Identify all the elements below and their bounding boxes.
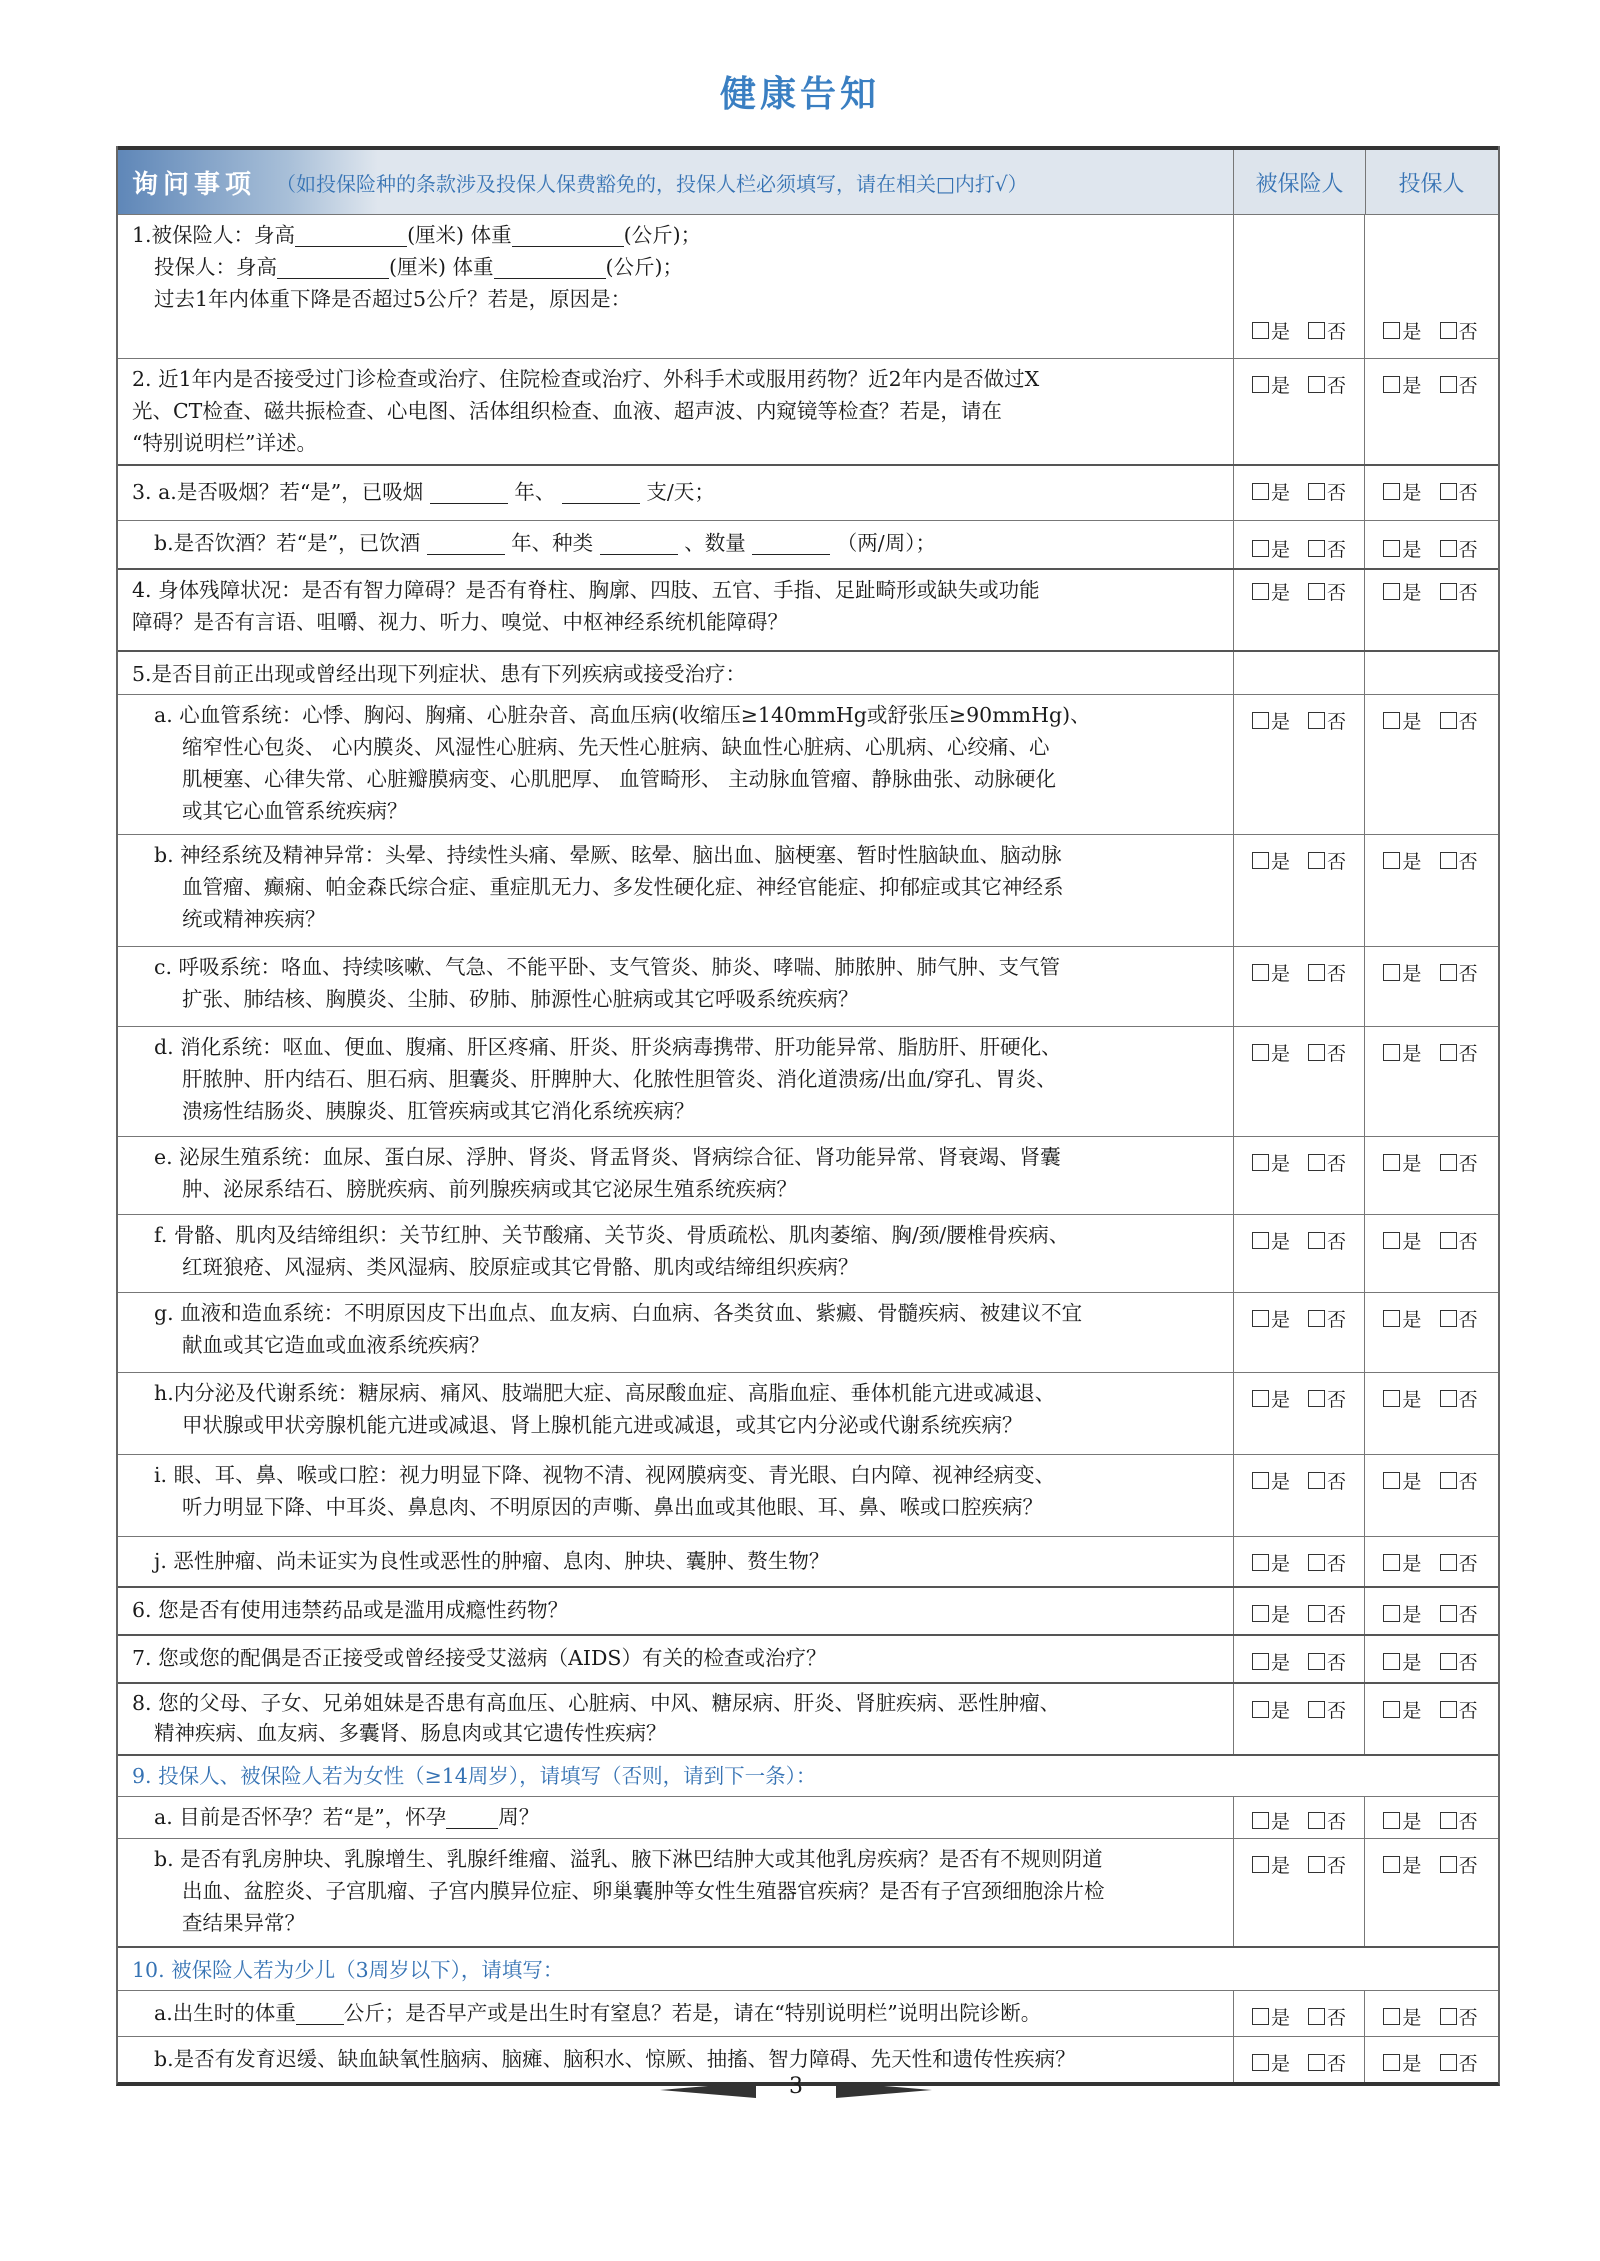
table-header: [118, 146, 1498, 214]
question-10a: a.出生时的体重 公斤；是否早产或是出生时有窒息？若是，请在“特别说明栏”说明出院诊断。 是 否 是 否: [118, 1990, 1498, 2036]
insured-height-field[interactable]: [295, 226, 407, 247]
question-5g: g. 血液和造血系统：不明原因皮下出血点、血友病、白血病、各类贫血、紫癜、骨髓疾病、被建议不宜 献血或其它造血或血液系统疾病？ 是 否 是 否: [118, 1292, 1498, 1372]
header-note: （如投保险种的条款涉及投保人保费豁免的，投保人栏必须填写，请在相关□内打√）: [276, 171, 1028, 196]
yes-checkbox[interactable]: 是: [1252, 1149, 1290, 1176]
no-checkbox[interactable]: 否: [1308, 1807, 1346, 1834]
yes-checkbox[interactable]: 是: [1383, 1149, 1421, 1176]
yes-checkbox[interactable]: 是: [1383, 1600, 1421, 1627]
left-arrow-icon: [660, 2082, 756, 2098]
question-5: 5.是否目前正出现或曾经出现下列症状、患有下列疾病或接受治疗：: [118, 650, 1498, 694]
no-checkbox[interactable]: 否: [1440, 371, 1478, 398]
question-5b: b. 神经系统及精神异常：头晕、持续性头痛、晕厥、眩晕、脑出血、脑梗塞、暂时性脑缺血、脑动脉 血管瘤、癫痫、帕金森氏综合症、重症肌无力、多发性硬化症、神经官能症、抑郁症或其它神经系 统或精神疾病？ 是 否 是 否: [118, 834, 1498, 946]
yes-checkbox[interactable]: 是: [1383, 1807, 1421, 1834]
question-5d: d. 消化系统：呕血、便血、腹痛、肝区疼痛、肝炎、肝炎病毒携带、肝功能异常、脂肪肝、肝硬化、 肝脓肿、肝内结石、胆石病、胆囊炎、肝脾肿大、化脓性胆管炎、消化道溃疡/出血/穿孔、胃炎、 溃疡性结肠炎、胰腺炎、肛管疾病或其它消化系统疾病？ 是 否 是 否: [118, 1026, 1498, 1136]
no-checkbox[interactable]: 否: [1440, 2003, 1478, 2030]
no-checkbox[interactable]: 否: [1308, 2049, 1346, 2076]
birth-weight-field[interactable]: [296, 2004, 344, 2025]
question-7: 7. 您或您的配偶是否正接受或曾经接受艾滋病（AIDS）有关的检查或治疗？ 是 否 是 否: [118, 1634, 1498, 1682]
yes-checkbox[interactable]: 是: [1383, 578, 1421, 605]
no-checkbox[interactable]: 否: [1440, 1227, 1478, 1254]
pregnancy-weeks-field[interactable]: [446, 1808, 498, 1829]
health-declaration-table: [116, 146, 1500, 2086]
yes-checkbox[interactable]: 是: [1252, 1696, 1290, 1723]
yes-checkbox[interactable]: 是: [1383, 1851, 1421, 1878]
yes-checkbox[interactable]: 是: [1252, 1385, 1290, 1412]
yes-checkbox[interactable]: 是: [1383, 1039, 1421, 1066]
yes-checkbox[interactable]: 是: [1383, 1648, 1421, 1675]
no-checkbox[interactable]: 否: [1308, 707, 1346, 734]
question-9b: b. 是否有乳房肿块、乳腺增生、乳腺纤维瘤、溢乳、腋下淋巴结肿大或其他乳房疾病？是否有不规则阴道 出血、盆腔炎、子宫肌瘤、子宫内膜异位症、卵巢囊肿等女性生殖器官疾病？是否有子宫颈细胞涂片检 查结果异常？ 是 否 是 否: [118, 1838, 1498, 1946]
yes-checkbox[interactable]: 是: [1383, 478, 1421, 505]
yes-checkbox[interactable]: 是: [1383, 847, 1421, 874]
drinking-type-field[interactable]: [600, 534, 678, 555]
no-checkbox[interactable]: 否: [1440, 478, 1478, 505]
yes-checkbox[interactable]: 是: [1383, 371, 1421, 398]
right-arrow-icon: [836, 2082, 932, 2098]
yes-checkbox[interactable]: 是: [1252, 1648, 1290, 1675]
page-number: 3: [789, 2074, 803, 2099]
no-checkbox[interactable]: 否: [1308, 847, 1346, 874]
question-2: 2. 近1年内是否接受过门诊检查或治疗、住院检查或治疗、外科手术或服用药物？近2年内是否做过X 光、CT检查、磁共振检查、心电图、活体组织检查、血液、超声波、内窥镜等检查？若是，请在 “特别说明栏”详述。 是 否 是 否: [118, 358, 1498, 464]
yes-checkbox[interactable]: 是: [1252, 535, 1290, 562]
yes-checkbox[interactable]: 是: [1252, 1305, 1290, 1332]
yes-checkbox[interactable]: 是: [1252, 1467, 1290, 1494]
no-checkbox[interactable]: 否: [1440, 707, 1478, 734]
yes-checkbox[interactable]: 是: [1383, 707, 1421, 734]
question-5i: i. 眼、耳、鼻、喉或口腔：视力明显下降、视物不清、视网膜病变、青光眼、白内障、视神经病变、 听力明显下降、中耳炎、鼻息肉、不明原因的声嘶、鼻出血或其他眼、耳、鼻、喉或口腔疾病？ 是 否 是 否: [118, 1454, 1498, 1536]
no-checkbox[interactable]: 否: [1308, 1851, 1346, 1878]
no-checkbox[interactable]: 否: [1440, 1149, 1478, 1176]
no-checkbox[interactable]: 否: [1308, 317, 1346, 344]
yes-checkbox[interactable]: 是: [1252, 707, 1290, 734]
header-insured: 被保险人: [1234, 150, 1366, 214]
question-5a: a. 心血管系统：心悸、胸闷、胸痛、心脏杂音、高血压病(收缩压≥140mmHg或舒张压≥90mmHg)、 缩窄性心包炎、 心内膜炎、风湿性心脏病、先天性心脏病、缺血性心脏病、心肌病、心绞痛、心 肌梗塞、心律失常、心脏瓣膜病变、心肌肥厚、 血管畸形、 主动脉血管瘤、静脉曲张、动脉硬化 或其它心血管系统疾病？ 是 否 是 否: [118, 694, 1498, 834]
yes-checkbox[interactable]: 是: [1252, 1807, 1290, 1834]
yes-checkbox[interactable]: 是: [1252, 371, 1290, 398]
no-checkbox[interactable]: 否: [1308, 478, 1346, 505]
no-checkbox[interactable]: 否: [1308, 1648, 1346, 1675]
no-checkbox[interactable]: 否: [1440, 1807, 1478, 1834]
yes-checkbox[interactable]: 是: [1383, 535, 1421, 562]
yes-checkbox[interactable]: 是: [1383, 1305, 1421, 1332]
question-6: 6. 您是否有使用违禁药品或是滥用成瘾性药物？ 是 否 是 否: [118, 1586, 1498, 1634]
yes-checkbox[interactable]: 是: [1383, 1385, 1421, 1412]
no-checkbox[interactable]: 否: [1440, 578, 1478, 605]
yes-checkbox[interactable]: 是: [1383, 1227, 1421, 1254]
drinking-amount-field[interactable]: [752, 534, 830, 555]
no-checkbox[interactable]: 否: [1308, 1305, 1346, 1332]
yes-checkbox[interactable]: 是: [1252, 1039, 1290, 1066]
yes-checkbox[interactable]: 是: [1383, 1696, 1421, 1723]
no-checkbox[interactable]: 否: [1440, 1600, 1478, 1627]
yes-checkbox[interactable]: 是: [1252, 1227, 1290, 1254]
no-checkbox[interactable]: 否: [1440, 1696, 1478, 1723]
question-5f: f. 骨骼、肌肉及结缔组织：关节红肿、关节酸痛、关节炎、骨质疏松、肌肉萎缩、胸/颈/腰椎骨疾病、 红斑狼疮、风湿病、类风湿病、胶原症或其它骨骼、肌肉或结缔组织疾病？ 是 否 是 否: [118, 1214, 1498, 1292]
question-10: 10. 被保险人若为少儿（3周岁以下），请填写：: [118, 1946, 1498, 1990]
no-checkbox[interactable]: 否: [1440, 1549, 1478, 1576]
yes-checkbox[interactable]: 是: [1252, 317, 1290, 344]
yes-checkbox[interactable]: 是: [1383, 1467, 1421, 1494]
no-checkbox[interactable]: 否: [1440, 1305, 1478, 1332]
question-5h: h.内分泌及代谢系统：糖尿病、痛风、肢端肥大症、高尿酸血症、高脂血症、垂体机能亢进或减退、 甲状腺或甲状旁腺机能亢进或减退、肾上腺机能亢进或减退，或其它内分泌或代谢系统疾病？ 是 否 是 否: [118, 1372, 1498, 1454]
policyholder-weight-field[interactable]: [494, 258, 606, 279]
header-policyholder: 投保人: [1398, 171, 1465, 197]
page-footer: [0, 2074, 1600, 2114]
yes-checkbox[interactable]: 是: [1252, 478, 1290, 505]
header-label: 询问事项: [132, 169, 257, 200]
yes-checkbox[interactable]: 是: [1383, 1549, 1421, 1576]
yes-checkbox[interactable]: 是: [1383, 317, 1421, 344]
no-checkbox[interactable]: 否: [1308, 535, 1346, 562]
no-checkbox[interactable]: 否: [1308, 1227, 1346, 1254]
smoking-years-field[interactable]: [430, 483, 508, 504]
question-4: 4. 身体残障状况：是否有智力障碍？是否有脊柱、胸廓、四肢、五官、手指、足趾畸形或缺失或功能 障碍？是否有言语、咀嚼、视力、听力、嗅觉、中枢神经系统机能障碍？ 是 否 是 否: [118, 568, 1498, 650]
policyholder-height-field[interactable]: [277, 258, 389, 279]
no-checkbox[interactable]: 否: [1308, 1600, 1346, 1627]
no-checkbox[interactable]: 否: [1308, 1385, 1346, 1412]
yes-checkbox[interactable]: 是: [1252, 2003, 1290, 2030]
no-checkbox[interactable]: 否: [1440, 2049, 1478, 2076]
yes-checkbox[interactable]: 是: [1383, 959, 1421, 986]
no-checkbox[interactable]: 否: [1440, 959, 1478, 986]
question-9a: a. 目前是否怀孕？若“是”，怀孕 周？ 是 否 是 否: [118, 1796, 1498, 1838]
no-checkbox[interactable]: 否: [1308, 959, 1346, 986]
yes-checkbox[interactable]: 是: [1383, 2049, 1421, 2076]
smoking-per-day-field[interactable]: [562, 483, 640, 504]
yes-checkbox[interactable]: 是: [1383, 2003, 1421, 2030]
no-checkbox[interactable]: 否: [1440, 317, 1478, 344]
question-10b: b.是否有发育迟缓、缺血缺氧性脑病、脑瘫、脑积水、惊厥、抽搐、智力障碍、先天性和遗传性疾病？ 是 否 是 否: [118, 2036, 1498, 2082]
no-checkbox[interactable]: 否: [1440, 1648, 1478, 1675]
insured-weight-field[interactable]: [512, 226, 624, 247]
question-1: 1.被保险人：身高 (厘米) 体重 (公斤)； 投保人：身高 (厘米) 体重 (公斤)； 过去1年内体重下降是否超过5公斤？若是，原因是： 是 否 是 否: [118, 214, 1498, 358]
question-3a: 3. a.是否吸烟？若“是”，已吸烟 年、 支/天； 是 否 是 否: [118, 464, 1498, 520]
yes-checkbox[interactable]: 是: [1252, 578, 1290, 605]
no-checkbox[interactable]: 否: [1308, 1467, 1346, 1494]
question-5j: j. 恶性肿瘤、尚未证实为良性或恶性的肿瘤、息肉、肿块、囊肿、赘生物？ 是 否 是 否: [118, 1536, 1498, 1586]
no-checkbox[interactable]: 否: [1308, 1696, 1346, 1723]
no-checkbox[interactable]: 否: [1440, 1385, 1478, 1412]
question-5e: e. 泌尿生殖系统：血尿、蛋白尿、浮肿、肾炎、肾盂肾炎、肾病综合征、肾功能异常、肾衰竭、肾囊 肿、泌尿系结石、膀胱疾病、前列腺疾病或其它泌尿生殖系统疾病？ 是 否 是 否: [118, 1136, 1498, 1214]
yes-checkbox[interactable]: 是: [1252, 959, 1290, 986]
drinking-years-field[interactable]: [427, 534, 505, 555]
question-5c: c. 呼吸系统：咯血、持续咳嗽、气急、不能平卧、支气管炎、肺炎、哮喘、肺脓肿、肺气肿、支气管 扩张、肺结核、胸膜炎、尘肺、矽肺、肺源性心脏病或其它呼吸系统疾病？ 是 否 是 否: [118, 946, 1498, 1026]
no-checkbox[interactable]: 否: [1440, 1467, 1478, 1494]
policyholder-answer-q1: [1365, 215, 1496, 358]
no-checkbox[interactable]: 否: [1440, 1039, 1478, 1066]
yes-checkbox[interactable]: 是: [1252, 847, 1290, 874]
no-checkbox[interactable]: 否: [1308, 1149, 1346, 1176]
no-checkbox[interactable]: 否: [1308, 371, 1346, 398]
no-checkbox[interactable]: 否: [1308, 578, 1346, 605]
no-checkbox[interactable]: 否: [1440, 535, 1478, 562]
insured-answer-q1: [1234, 215, 1365, 358]
question-3b: b.是否饮酒？若“是”，已饮酒 年、种类 、数量 （两/周）； 是 否 是 否: [118, 520, 1498, 568]
yes-checkbox[interactable]: 是: [1252, 1851, 1290, 1878]
no-checkbox[interactable]: 否: [1440, 1851, 1478, 1878]
yes-checkbox[interactable]: 是: [1252, 2049, 1290, 2076]
no-checkbox[interactable]: 否: [1308, 1549, 1346, 1576]
no-checkbox[interactable]: 否: [1440, 847, 1478, 874]
question-9: 9. 投保人、被保险人若为女性（≥14周岁），请填写（否则，请到下一条）：: [118, 1754, 1498, 1796]
no-checkbox[interactable]: 否: [1308, 1039, 1346, 1066]
yes-checkbox[interactable]: 是: [1252, 1549, 1290, 1576]
no-checkbox[interactable]: 否: [1308, 2003, 1346, 2030]
yes-checkbox[interactable]: 是: [1252, 1600, 1290, 1627]
question-8: 8. 您的父母、子女、兄弟姐妹是否患有高血压、心脏病、中风、糖尿病、肝炎、肾脏疾病、恶性肿瘤、 精神疾病、血友病、多囊肾、肠息肉或其它遗传性疾病？ 是 否 是 否: [118, 1682, 1498, 1754]
page-title: 健康告知: [719, 73, 880, 115]
